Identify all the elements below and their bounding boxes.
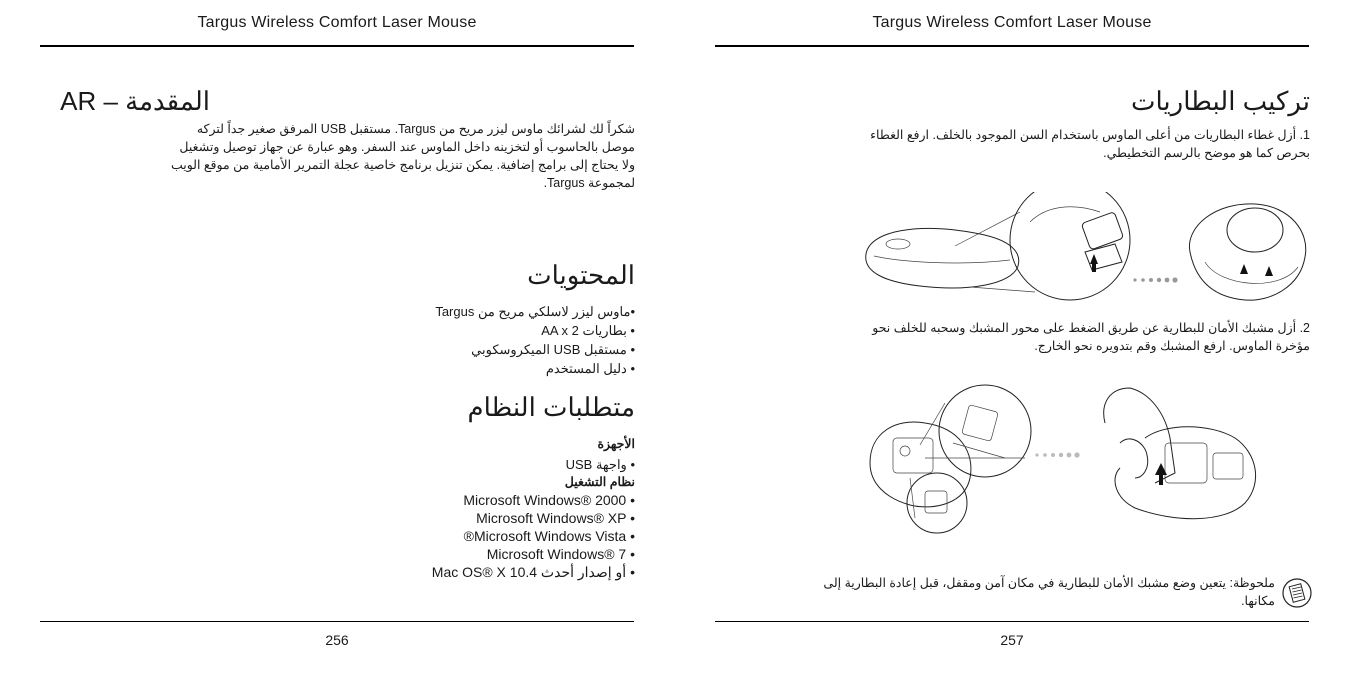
footer-rule [715,621,1309,622]
contents-list [380,302,635,378]
list-item: Microsoft Windows® 2000 • [463,492,635,508]
list-item: • دليل المستخدم [545,361,635,376]
header-rule [715,45,1309,47]
intro-title: المقدمة – AR [60,86,210,116]
step-1-text: 1. أزل غطاء البطاريات من أعلى الماوس باستخدام السن الموجود بالخلف. ارفع الغطاء بحرص كما هو موضح بالرسم التخطيطي. [870,128,1310,160]
list-item: •ماوس ليزر لاسلكي مريح من Targus [435,304,635,319]
footer-rule [40,621,634,622]
note-text: ملحوظة: يتعين وضع مشبك الأمان للبطارية في مكان آمن ومقفل، قبل إعادة البطارية إلى مكانها. [823,576,1275,608]
hardware-list [400,455,635,474]
contents-title: المحتويات [527,260,635,290]
list-item: • بطاريات 2 AA x [541,323,635,338]
header-rule [40,45,634,47]
page-number: 257 [1000,632,1024,648]
mouse-cover-illustration [860,192,1315,307]
battery-clip-illustration [865,383,1315,553]
list-item: Microsoft Windows® XP • [476,510,635,526]
list-item: • مستقبل USB الميكروسكوبي [471,342,635,357]
os-list [380,491,635,581]
hardware-label: الأجهزة [597,437,635,451]
system-requirements-title: متطلبات النظام [467,392,635,422]
right-page [675,0,1350,675]
page-header: Targus Wireless Comfort Laser Mouse [197,14,477,31]
page-number: 256 [325,632,349,648]
list-item: Mac OS® X 10.4 أو إصدار أحدث • [431,564,635,580]
page-header: Targus Wireless Comfort Laser Mouse [872,14,1152,31]
list-item: • واجهة USB [565,457,635,472]
os-label: نظام التشغيل [564,475,635,489]
battery-install-title: تركيب البطاريات [1131,86,1310,116]
list-item: ®Microsoft Windows Vista • [463,528,635,544]
list-item: Microsoft Windows® 7 • [486,546,635,562]
step-2-text: 2. أزل مشبك الأمان للبطارية عن طريق الضغط على محور المشبك وسحبه للخلف نحو مؤخرة الماوس. ارفع المشبك وقم بتدويره نحو الخارج. [872,321,1310,353]
intro-paragraph: شكراً لك لشرائك ماوس ليزر مريح من Targus. مستقبل USB المرفق صغير جداً لتركه موصل بالحاسوب أو لتخزينه داخل الماوس عند السفر. وهو عبارة عن جهاز توصيل وتشغيل ولا يحتاج إلى برامج إضافية. يمكن تنزيل برنامج خاصية عجلة التمرير الأمامية من موقع الويب لمجموعة Targus. [170,122,635,190]
note-icon [1282,578,1312,608]
